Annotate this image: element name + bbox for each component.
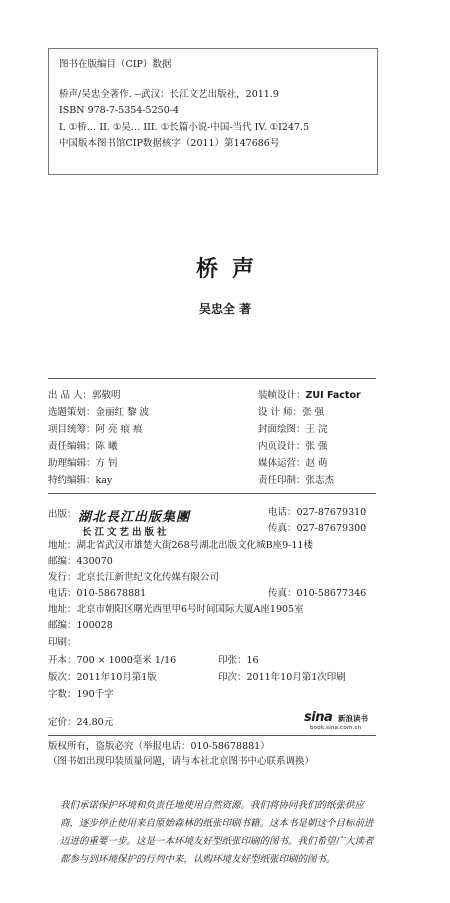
credit-label: 设 计 师： xyxy=(258,407,303,418)
credit-label: 项目统筹： xyxy=(48,424,96,435)
credit-label: 装帧设计： xyxy=(258,390,306,401)
credit-left-2 xyxy=(48,424,143,436)
printer: 印刷： xyxy=(48,637,77,648)
sina-brand: sina xyxy=(304,710,333,725)
credit-value: 赵 萌 xyxy=(305,458,328,469)
credit-left-3 xyxy=(48,441,118,453)
credit-label: 出 品 人： xyxy=(48,390,93,401)
word-count: 字数：190千字 xyxy=(48,689,114,700)
credit-value: 陈 曦 xyxy=(95,441,118,452)
cip-line-1: 桥声/吴忠全著作. --武汉：长江文艺出版社，2011.9 xyxy=(59,89,279,100)
distributor-address: 地址：北京市朝阳区曙光西里甲6号时间国际大厦A座1905室 xyxy=(48,604,304,615)
price: 定价：24.80元 xyxy=(48,717,114,728)
sina-cn-label: 新浪读书 xyxy=(338,714,368,723)
credit-label: 封面绘图： xyxy=(258,424,306,435)
credit-right-4 xyxy=(258,458,328,470)
credit-label: 助理编辑： xyxy=(48,458,96,469)
credit-label: 责任编辑： xyxy=(48,441,96,452)
publisher-fax: 传真：027-87679300 xyxy=(268,523,367,534)
publisher-postcode: 邮编：430070 xyxy=(48,556,113,567)
cip-heading: 图书在版编目（CIP）数据 xyxy=(59,59,172,70)
environment-notice: 我们承诺保护环境和负责任地使用自然资源。我们将协同我们的纸张供应商，逐步停止使用来自原始森林的纸张印刷书籍。这本书是朝这个目标前进迈进的重要一步。这是一本环境友好型纸张印刷的图书。我们希望广大读者都参与到环境保护的行列中来，认购环境友好型纸张印刷的图书。 xyxy=(60,800,374,865)
credit-left-0 xyxy=(48,390,121,402)
credit-value: 金丽红 黎 波 xyxy=(95,407,150,418)
credit-value: 阿 亮 痕 痕 xyxy=(95,424,143,435)
publisher-group-logo: 湖北長江出版集團 xyxy=(78,510,191,525)
distributor-phone: 电话：010-58678881 xyxy=(48,588,147,599)
divider-top xyxy=(48,378,376,379)
publisher-name: 长江文艺出版社 xyxy=(82,527,170,538)
format: 开本：700 × 1000毫米 1/16 xyxy=(48,655,177,666)
distributor-postcode: 邮编：100028 xyxy=(48,620,113,631)
cip-line-2: ISBN 978-7-5354-5250-4 xyxy=(59,105,179,116)
sina-book-logo xyxy=(304,710,378,732)
credit-value: 方 钊 xyxy=(95,458,118,469)
distributor-fax: 传真：010-58677346 xyxy=(268,588,367,599)
cip-data-box xyxy=(48,48,378,175)
edition: 版次：2011年10月第1版 xyxy=(48,672,157,683)
credit-value: ZUI Factor xyxy=(305,390,361,401)
credit-value: kay xyxy=(95,475,113,486)
divider-bottom xyxy=(48,735,376,736)
credit-right-1 xyxy=(258,407,324,419)
sheets: 印张：16 xyxy=(218,655,259,666)
credit-right-2 xyxy=(258,424,328,436)
sina-url: book.sina.com.cn xyxy=(310,725,362,731)
book-title: 桥声 xyxy=(195,256,268,282)
credit-value: 郭敬明 xyxy=(92,390,121,401)
credit-label: 媒体运营： xyxy=(258,458,306,469)
credit-right-5 xyxy=(258,475,334,487)
publisher-phone: 电话：027-87679310 xyxy=(268,507,367,518)
credit-right-0 xyxy=(258,390,361,402)
credit-value: 王 浣 xyxy=(305,424,328,435)
impression: 印次：2011年10月第1次印刷 xyxy=(218,672,346,683)
credit-left-5 xyxy=(48,475,112,487)
credit-left-1 xyxy=(48,407,149,419)
credit-label: 选题策划： xyxy=(48,407,96,418)
rights-line-2: （图书如出现印装质量问题，请与本社北京图书中心联系调换） xyxy=(48,756,315,767)
rights-line-1: 版权所有，盗版必究（举报电话：010-58678881） xyxy=(48,741,270,752)
distributor-name: 发行：北京长江新世纪文化传媒有限公司 xyxy=(48,572,220,583)
divider-credits xyxy=(48,493,376,494)
book-author: 吴忠全 著 xyxy=(198,302,252,316)
credit-value: 张 强 xyxy=(302,407,325,418)
credit-left-4 xyxy=(48,458,118,470)
credit-right-3 xyxy=(258,441,328,453)
credit-label: 责任印制： xyxy=(258,475,306,486)
publisher-label: 出版： xyxy=(48,509,77,520)
credit-value: 张志杰 xyxy=(305,475,335,486)
cip-line-3: I. ①桥… II. ①吴… III. ①长篇小说-中国-当代 IV. ①I247.5 xyxy=(59,122,310,133)
credit-label: 内页设计： xyxy=(258,441,306,452)
credit-value: 张 强 xyxy=(305,441,328,452)
publisher-address: 地址：湖北省武汉市雄楚大街268号湖北出版文化城B座9-11楼 xyxy=(48,540,313,551)
credit-label: 特约编辑： xyxy=(48,475,96,486)
cip-line-4: 中国版本图书馆CIP数据核字（2011）第147686号 xyxy=(59,138,280,149)
